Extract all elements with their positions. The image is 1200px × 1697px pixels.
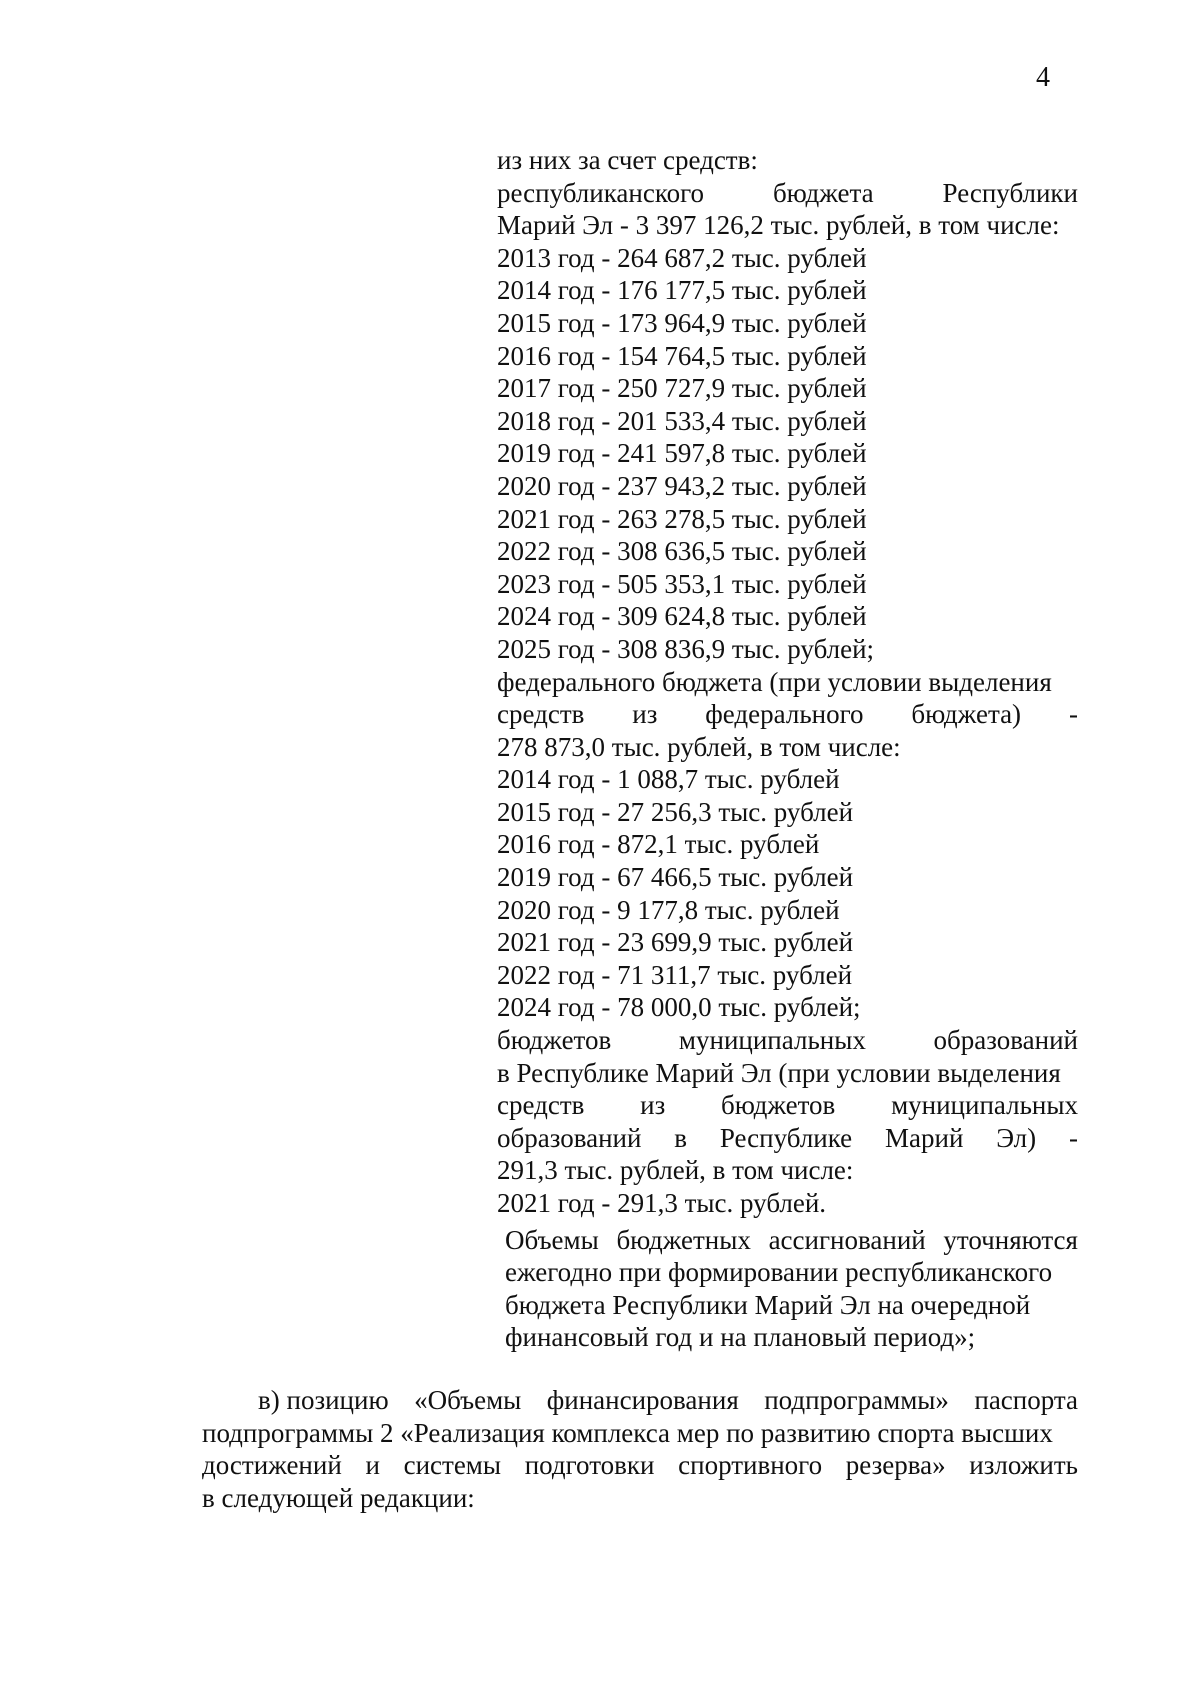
word: Объемы <box>505 1224 599 1255</box>
word: муниципальных <box>678 1025 866 1056</box>
year-amount-line: 2013 год - 264 687,2 тыс. рублей <box>497 242 867 273</box>
year-amount-line: 2022 год - 71 311,7 тыс. рублей <box>497 959 853 990</box>
word: бюджета) <box>911 699 1022 730</box>
financing-column <box>497 144 1078 1354</box>
word: в <box>674 1122 688 1153</box>
word: подпрограммы» <box>764 1385 949 1415</box>
word: - <box>1068 699 1078 730</box>
municipal-budget-heading <box>497 1024 1078 1057</box>
word: бюджетов <box>497 1025 612 1056</box>
republic-years-list <box>497 242 1078 666</box>
federal-budget-total: 278 873,0 тыс. рублей, в том числе: <box>497 731 901 762</box>
year-amount-line: 2014 год - 176 177,5 тыс. рублей <box>497 275 867 306</box>
word: «Объемы <box>414 1385 522 1415</box>
word: уточняются <box>943 1224 1078 1255</box>
word: достижений <box>202 1450 342 1481</box>
year-amount-line: 2025 год - 308 836,9 тыс. рублей; <box>497 633 875 664</box>
word: республиканского <box>497 177 704 208</box>
word: резерва» <box>845 1450 946 1481</box>
word: системы <box>403 1450 502 1481</box>
year-amount-line: 2023 год - 505 353,1 тыс. рублей <box>497 568 867 599</box>
word: и <box>365 1450 380 1481</box>
word: ассигнований <box>768 1224 926 1255</box>
year-amount-line: 2015 год - 27 256,3 тыс. рублей <box>497 796 854 827</box>
word: средств <box>497 1090 585 1121</box>
year-amount-line: 2020 год - 9 177,8 тыс. рублей <box>497 894 840 925</box>
word: бюджетных <box>616 1224 751 1255</box>
paragraph-line <box>202 1449 1078 1482</box>
federal-budget-heading: федерального бюджета (при условии выделения <box>497 666 1052 697</box>
word: Республики <box>942 177 1078 208</box>
year-amount-line: 2016 год - 154 764,5 тыс. рублей <box>497 340 867 371</box>
word: финансирования <box>546 1385 739 1415</box>
word: федерального <box>705 699 864 730</box>
paragraph-line <box>202 1384 1078 1417</box>
republic-budget-total: Марий Эл - 3 397 126,2 тыс. рублей, в том числе: <box>497 210 1060 241</box>
year-amount-line: 2018 год - 201 533,4 тыс. рублей <box>497 405 867 436</box>
year-amount-line: 2019 год - 241 597,8 тыс. рублей <box>497 438 867 469</box>
municipal-budget-condition <box>497 1089 1078 1122</box>
page-number: 4 <box>1036 62 1050 93</box>
note-line: бюджета Республики Марий Эл на очередной <box>505 1289 1031 1320</box>
municipal-budget-total: 291,3 тыс. рублей, в том числе: <box>497 1155 854 1186</box>
word: Республике <box>719 1122 853 1153</box>
municipal-budget-heading-2: в Республике Марий Эл (при условии выделения <box>497 1057 1061 1088</box>
year-amount-line: 2022 год - 308 636,5 тыс. рублей <box>497 536 867 567</box>
word: бюджета <box>772 177 874 208</box>
municipal-budget-condition-2 <box>497 1122 1078 1155</box>
year-amount-line: 2017 год - 250 727,9 тыс. рублей <box>497 373 867 404</box>
word: Эл) <box>996 1122 1037 1153</box>
word: из <box>640 1090 666 1121</box>
word: образований <box>497 1122 642 1153</box>
year-amount-line: 2021 год - 263 278,5 тыс. рублей <box>497 503 867 534</box>
year-amount-line: 2020 год - 237 943,2 тыс. рублей <box>497 470 867 501</box>
word: муниципальных <box>891 1090 1078 1121</box>
intro-line: из них за счет средств: <box>497 145 758 175</box>
amendment-paragraph <box>202 1384 1078 1514</box>
municipal-years-list <box>497 1187 1078 1220</box>
year-amount-line: 2016 год - 872,1 тыс. рублей <box>497 829 820 860</box>
year-amount-line: 2019 год - 67 466,5 тыс. рублей <box>497 862 854 893</box>
appropriations-note <box>505 1224 1078 1354</box>
word: паспорта <box>974 1385 1078 1415</box>
year-amount-line: 2021 год - 291,3 тыс. рублей. <box>497 1188 827 1218</box>
paragraph-line: подпрограммы 2 «Реализация комплекса мер по развитию спорта высших <box>202 1417 1053 1448</box>
word: в) позицию <box>258 1385 389 1415</box>
year-amount-line: 2015 год - 173 964,9 тыс. рублей <box>497 307 867 338</box>
year-amount-line: 2014 год - 1 088,7 тыс. рублей <box>497 764 840 795</box>
word: подготовки <box>524 1450 655 1481</box>
word: изложить <box>969 1450 1078 1481</box>
word: спортивного <box>678 1450 823 1481</box>
word: - <box>1068 1122 1078 1153</box>
word: образований <box>933 1025 1078 1056</box>
note-line: финансовый год и на плановый период»; <box>505 1322 976 1353</box>
note-line: ежегодно при формировании республиканского <box>505 1257 1053 1288</box>
word: бюджетов <box>721 1090 836 1121</box>
note-line <box>505 1224 1078 1257</box>
word: из <box>632 699 658 730</box>
year-amount-line: 2024 год - 309 624,8 тыс. рублей <box>497 601 867 632</box>
federal-budget-condition <box>497 698 1078 731</box>
paragraph-line: в следующей редакции: <box>202 1482 475 1513</box>
year-amount-line: 2024 год - 78 000,0 тыс. рублей; <box>497 992 861 1023</box>
year-amount-line: 2021 год - 23 699,9 тыс. рублей <box>497 927 854 958</box>
word: Марий <box>885 1122 964 1153</box>
republic-budget-heading <box>497 177 1078 210</box>
word: средств <box>497 699 585 730</box>
federal-years-list <box>497 763 1078 1024</box>
